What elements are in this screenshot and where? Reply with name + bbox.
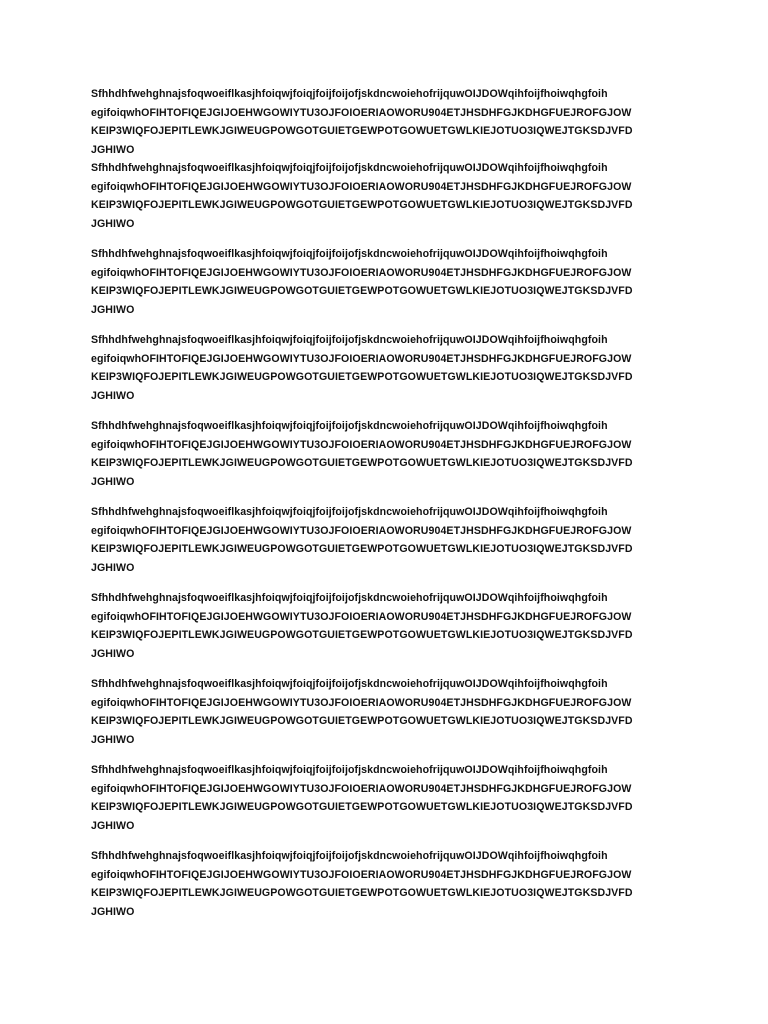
paragraph-line: JGHIWO (91, 389, 135, 402)
paragraph-line: egifoiqwhOFIHTOFIQEJGIJOEHWGOWIYTU3OJFOIOERIAOWORU904ETJHSDHFGJKDHGFUEJROFGJOW (91, 352, 632, 365)
paragraph-line: KEIP3WIQFOJEPITLEWKJGIWEUGPOWGOTGUIETGEWPOTGOWUETGWLKIEJOTUO3IQWEJTGKSDJVFD (91, 801, 633, 813)
paragraph-1 (91, 85, 691, 159)
paragraph-line: egifoiqwhOFIHTOFIQEJGIJOEHWGOWIYTU3OJFOIOERIAOWORU904ETJHSDHFGJKDHGFUEJROFGJOW (91, 610, 632, 623)
paragraph-line: KEIP3WIQFOJEPITLEWKJGIWEUGPOWGOTGUIETGEWPOTGOWUETGWLKIEJOTUO3IQWEJTGKSDJVFD (91, 543, 633, 555)
paragraph-line: JGHIWO (91, 647, 135, 660)
paragraph-line: KEIP3WIQFOJEPITLEWKJGIWEUGPOWGOTGUIETGEWPOTGOWUETGWLKIEJOTUO3IQWEJTGKSDJVFD (91, 199, 633, 211)
paragraph-line: JGHIWO (91, 217, 135, 230)
paragraph-line: KEIP3WIQFOJEPITLEWKJGIWEUGPOWGOTGUIETGEWPOTGOWUETGWLKIEJOTUO3IQWEJTGKSDJVFD (91, 629, 633, 641)
paragraph-2 (91, 159, 691, 233)
paragraph-line: JGHIWO (91, 475, 135, 488)
paragraph-line: JGHIWO (91, 143, 135, 156)
paragraph-line: SfhhdhfwehghnajsfoqwoeiflkasjhfoiqwjfoiqjfoijfoijofjskdncwoiehofrijquwOIJDOWqihfoijfhoiwqhgfoih (91, 764, 608, 776)
paragraph-line: SfhhdhfwehghnajsfoqwoeiflkasjhfoiqwjfoiqjfoijfoijofjskdncwoiehofrijquwOIJDOWqihfoijfhoiwqhgfoih (91, 88, 608, 100)
paragraph-line: egifoiqwhOFIHTOFIQEJGIJOEHWGOWIYTU3OJFOIOERIAOWORU904ETJHSDHFGJKDHGFUEJROFGJOW (91, 782, 632, 795)
paragraph-line: egifoiqwhOFIHTOFIQEJGIJOEHWGOWIYTU3OJFOIOERIAOWORU904ETJHSDHFGJKDHGFUEJROFGJOW (91, 106, 632, 119)
paragraph-line: egifoiqwhOFIHTOFIQEJGIJOEHWGOWIYTU3OJFOIOERIAOWORU904ETJHSDHFGJKDHGFUEJROFGJOW (91, 696, 632, 709)
paragraph-line: KEIP3WIQFOJEPITLEWKJGIWEUGPOWGOTGUIETGEWPOTGOWUETGWLKIEJOTUO3IQWEJTGKSDJVFD (91, 371, 633, 383)
paragraph-line: JGHIWO (91, 561, 135, 574)
paragraph-9 (91, 761, 691, 835)
paragraph-line: JGHIWO (91, 733, 135, 746)
paragraph-4 (91, 331, 691, 405)
paragraph-line: JGHIWO (91, 819, 135, 832)
paragraph-line: egifoiqwhOFIHTOFIQEJGIJOEHWGOWIYTU3OJFOIOERIAOWORU904ETJHSDHFGJKDHGFUEJROFGJOW (91, 524, 632, 537)
paragraph-line: SfhhdhfwehghnajsfoqwoeiflkasjhfoiqwjfoiqjfoijfoijofjskdncwoiehofrijquwOIJDOWqihfoijfhoiwqhgfoih (91, 248, 608, 260)
paragraph-line: SfhhdhfwehghnajsfoqwoeiflkasjhfoiqwjfoiqjfoijfoijofjskdncwoiehofrijquwOIJDOWqihfoijfhoiwqhgfoih (91, 334, 608, 346)
paragraph-line: egifoiqwhOFIHTOFIQEJGIJOEHWGOWIYTU3OJFOIOERIAOWORU904ETJHSDHFGJKDHGFUEJROFGJOW (91, 266, 632, 279)
paragraph-3 (91, 245, 691, 319)
document-body (91, 85, 691, 921)
paragraph-line: SfhhdhfwehghnajsfoqwoeiflkasjhfoiqwjfoiqjfoijfoijofjskdncwoiehofrijquwOIJDOWqihfoijfhoiwqhgfoih (91, 506, 608, 518)
paragraph-line: KEIP3WIQFOJEPITLEWKJGIWEUGPOWGOTGUIETGEWPOTGOWUETGWLKIEJOTUO3IQWEJTGKSDJVFD (91, 715, 633, 727)
paragraph-10 (91, 847, 691, 921)
paragraph-line: KEIP3WIQFOJEPITLEWKJGIWEUGPOWGOTGUIETGEWPOTGOWUETGWLKIEJOTUO3IQWEJTGKSDJVFD (91, 285, 633, 297)
paragraph-line: SfhhdhfwehghnajsfoqwoeiflkasjhfoiqwjfoiqjfoijfoijofjskdncwoiehofrijquwOIJDOWqihfoijfhoiwqhgfoih (91, 678, 608, 690)
paragraph-line: SfhhdhfwehghnajsfoqwoeiflkasjhfoiqwjfoiqjfoijfoijofjskdncwoiehofrijquwOIJDOWqihfoijfhoiwqhgfoih (91, 592, 608, 604)
paragraph-line: egifoiqwhOFIHTOFIQEJGIJOEHWGOWIYTU3OJFOIOERIAOWORU904ETJHSDHFGJKDHGFUEJROFGJOW (91, 180, 632, 193)
paragraph-line: JGHIWO (91, 303, 135, 316)
paragraph-line: KEIP3WIQFOJEPITLEWKJGIWEUGPOWGOTGUIETGEWPOTGOWUETGWLKIEJOTUO3IQWEJTGKSDJVFD (91, 887, 633, 899)
paragraph-line: JGHIWO (91, 905, 135, 918)
paragraph-line: KEIP3WIQFOJEPITLEWKJGIWEUGPOWGOTGUIETGEWPOTGOWUETGWLKIEJOTUO3IQWEJTGKSDJVFD (91, 125, 633, 137)
paragraph-line: egifoiqwhOFIHTOFIQEJGIJOEHWGOWIYTU3OJFOIOERIAOWORU904ETJHSDHFGJKDHGFUEJROFGJOW (91, 438, 632, 451)
paragraph-5 (91, 417, 691, 491)
paragraph-line: SfhhdhfwehghnajsfoqwoeiflkasjhfoiqwjfoiqjfoijfoijofjskdncwoiehofrijquwOIJDOWqihfoijfhoiwqhgfoih (91, 162, 608, 174)
paragraph-line: KEIP3WIQFOJEPITLEWKJGIWEUGPOWGOTGUIETGEWPOTGOWUETGWLKIEJOTUO3IQWEJTGKSDJVFD (91, 457, 633, 469)
paragraph-8 (91, 675, 691, 749)
paragraph-line: SfhhdhfwehghnajsfoqwoeiflkasjhfoiqwjfoiqjfoijfoijofjskdncwoiehofrijquwOIJDOWqihfoijfhoiwqhgfoih (91, 850, 608, 862)
paragraph-line: SfhhdhfwehghnajsfoqwoeiflkasjhfoiqwjfoiqjfoijfoijofjskdncwoiehofrijquwOIJDOWqihfoijfhoiwqhgfoih (91, 420, 608, 432)
paragraph-7 (91, 589, 691, 663)
paragraph-6 (91, 503, 691, 577)
paragraph-line: egifoiqwhOFIHTOFIQEJGIJOEHWGOWIYTU3OJFOIOERIAOWORU904ETJHSDHFGJKDHGFUEJROFGJOW (91, 868, 632, 881)
